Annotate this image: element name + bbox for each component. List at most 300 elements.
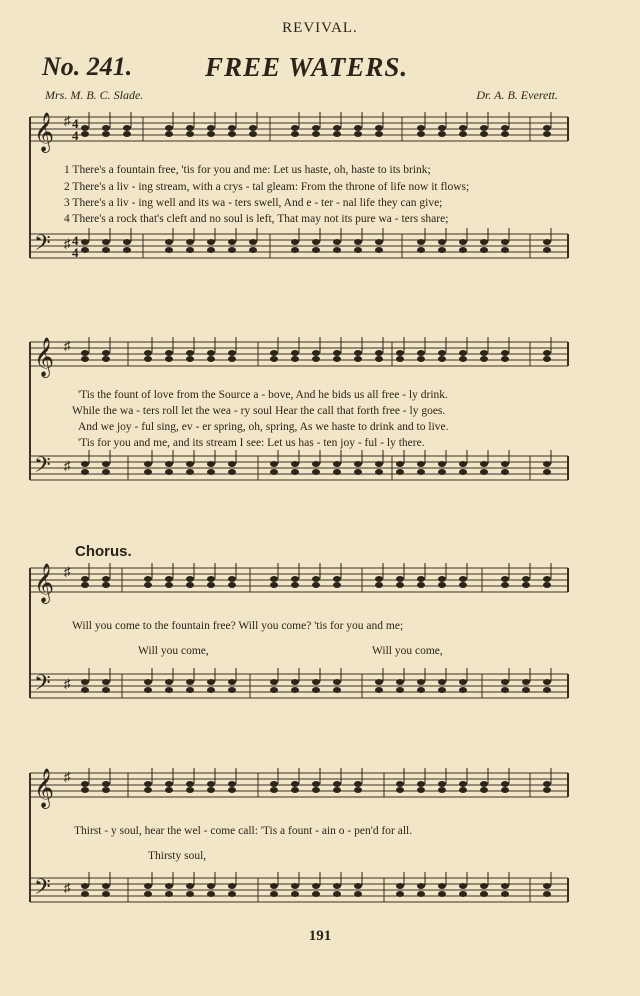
note-head	[333, 687, 341, 693]
note-head	[81, 469, 89, 475]
note-head	[81, 883, 89, 889]
treble-clef-icon: 𝄞	[34, 337, 55, 377]
note-head	[102, 350, 110, 356]
note-head	[417, 350, 425, 356]
note-head	[333, 582, 341, 588]
note-head	[102, 356, 110, 362]
note-head	[354, 350, 362, 356]
note-head	[249, 125, 257, 131]
note-head	[375, 582, 383, 588]
note-head	[354, 891, 362, 897]
note-head	[354, 356, 362, 362]
note-head	[123, 131, 131, 137]
note-head	[81, 356, 89, 362]
note-head	[312, 131, 320, 137]
note-head	[480, 131, 488, 137]
note-head	[144, 891, 152, 897]
note-head	[165, 679, 173, 685]
bass-clef-icon: 𝄢	[34, 875, 51, 905]
note-head	[291, 356, 299, 362]
note-head	[396, 469, 404, 475]
note-head	[291, 687, 299, 693]
note-head	[333, 883, 341, 889]
note-head	[543, 125, 551, 131]
note-head	[417, 679, 425, 685]
note-head	[102, 781, 110, 787]
note-head	[417, 461, 425, 467]
note-head	[81, 461, 89, 467]
note-head	[186, 239, 194, 245]
note-head	[543, 356, 551, 362]
note-head	[102, 131, 110, 137]
time-signature: 4	[72, 128, 79, 143]
bass-clef-icon: 𝄢	[34, 453, 51, 483]
note-head	[249, 247, 257, 253]
note-head	[207, 239, 215, 245]
note-head	[480, 461, 488, 467]
note-head	[354, 131, 362, 137]
note-head	[417, 891, 425, 897]
note-head	[459, 787, 467, 793]
note-head	[270, 891, 278, 897]
note-head	[501, 247, 509, 253]
note-head	[291, 125, 299, 131]
note-head	[186, 356, 194, 362]
note-head	[186, 883, 194, 889]
note-head	[228, 891, 236, 897]
note-head	[501, 891, 509, 897]
note-head	[417, 239, 425, 245]
note-head	[501, 350, 509, 356]
note-head	[543, 891, 551, 897]
note-head	[291, 461, 299, 467]
note-head	[228, 125, 236, 131]
bass-cue: Thirsty soul,	[148, 850, 207, 862]
note-head	[459, 125, 467, 131]
note-head	[543, 781, 551, 787]
note-head	[438, 469, 446, 475]
note-head	[333, 469, 341, 475]
note-head	[459, 461, 467, 467]
note-head	[228, 582, 236, 588]
note-head	[102, 125, 110, 131]
note-head	[333, 461, 341, 467]
note-head	[522, 576, 530, 582]
note-head	[144, 576, 152, 582]
note-head	[144, 679, 152, 685]
note-head	[375, 239, 383, 245]
note-head	[459, 239, 467, 245]
note-head	[438, 576, 446, 582]
note-head	[501, 582, 509, 588]
note-head	[501, 781, 509, 787]
note-head	[417, 469, 425, 475]
note-head	[102, 679, 110, 685]
verse-line: 'Tis for you and me, and its stream I see: Let us has - ten joy - ful - ly there.	[78, 437, 425, 449]
note-head	[312, 239, 320, 245]
note-head	[207, 679, 215, 685]
note-head	[291, 787, 299, 793]
note-head	[543, 687, 551, 693]
note-head	[438, 891, 446, 897]
note-head	[81, 679, 89, 685]
note-head	[501, 131, 509, 137]
note-head	[207, 125, 215, 131]
note-head	[291, 891, 299, 897]
note-head	[417, 883, 425, 889]
note-head	[375, 350, 383, 356]
note-head	[81, 891, 89, 897]
note-head	[501, 239, 509, 245]
note-head	[207, 883, 215, 889]
note-head	[396, 781, 404, 787]
note-head	[543, 469, 551, 475]
note-head	[312, 350, 320, 356]
note-head	[123, 125, 131, 131]
note-head	[459, 891, 467, 897]
note-head	[165, 131, 173, 137]
note-head	[543, 883, 551, 889]
note-head	[480, 125, 488, 131]
note-head	[270, 356, 278, 362]
note-head	[81, 582, 89, 588]
note-head	[207, 787, 215, 793]
note-head	[543, 576, 551, 582]
note-head	[186, 576, 194, 582]
note-head	[501, 125, 509, 131]
note-head	[228, 687, 236, 693]
note-head	[543, 582, 551, 588]
note-head	[123, 239, 131, 245]
note-head	[186, 891, 194, 897]
note-head	[165, 461, 173, 467]
sharp-icon: ♯	[64, 458, 71, 473]
note-head	[270, 582, 278, 588]
note-head	[501, 576, 509, 582]
note-head	[480, 239, 488, 245]
note-head	[522, 679, 530, 685]
note-head	[543, 131, 551, 137]
note-head	[312, 891, 320, 897]
note-head	[144, 469, 152, 475]
note-head	[459, 576, 467, 582]
note-head	[354, 469, 362, 475]
note-head	[333, 125, 341, 131]
note-head	[270, 679, 278, 685]
note-head	[291, 131, 299, 137]
chorus-lyric-line: Will you come to the fountain free? Will you come? 'tis for you and me;	[72, 620, 404, 632]
note-head	[459, 356, 467, 362]
note-head	[186, 461, 194, 467]
note-head	[438, 356, 446, 362]
note-head	[81, 247, 89, 253]
note-head	[291, 582, 299, 588]
note-head	[438, 582, 446, 588]
note-head	[459, 247, 467, 253]
note-head	[186, 787, 194, 793]
note-head	[228, 247, 236, 253]
note-head	[270, 883, 278, 889]
note-head	[480, 356, 488, 362]
note-head	[207, 469, 215, 475]
sharp-icon: ♯	[64, 880, 71, 895]
time-signature: 4	[72, 233, 79, 248]
note-head	[228, 883, 236, 889]
note-head	[165, 247, 173, 253]
note-head	[291, 239, 299, 245]
note-head	[207, 350, 215, 356]
note-head	[375, 461, 383, 467]
note-head	[144, 582, 152, 588]
note-head	[291, 781, 299, 787]
chorus-lyric-line: Thirst - y soul, hear the wel - come call: 'Tis a fount - ain o - pen'd for all.	[74, 825, 413, 837]
note-head	[186, 469, 194, 475]
note-head	[144, 883, 152, 889]
note-head	[375, 247, 383, 253]
composer-credit: Dr. A. B. Everett.	[476, 88, 558, 102]
note-head	[102, 883, 110, 889]
note-head	[165, 125, 173, 131]
note-head	[165, 582, 173, 588]
note-head	[438, 461, 446, 467]
note-head	[81, 787, 89, 793]
note-head	[396, 582, 404, 588]
note-head	[291, 247, 299, 253]
note-head	[417, 247, 425, 253]
note-head	[312, 247, 320, 253]
note-head	[438, 131, 446, 137]
note-head	[144, 781, 152, 787]
note-head	[165, 891, 173, 897]
note-head	[102, 787, 110, 793]
note-head	[396, 679, 404, 685]
time-signature: 4	[72, 245, 79, 260]
note-head	[333, 131, 341, 137]
note-head	[396, 787, 404, 793]
note-head	[396, 350, 404, 356]
note-head	[354, 125, 362, 131]
time-signature: 4	[72, 116, 79, 131]
note-head	[102, 461, 110, 467]
verse-line: 3 There's a liv - ing well and its wa - ters swell, And e - ter - nal life they can give;	[64, 197, 443, 209]
note-head	[438, 883, 446, 889]
note-head	[270, 469, 278, 475]
note-head	[459, 582, 467, 588]
treble-clef-icon: 𝄞	[34, 112, 55, 152]
note-head	[480, 469, 488, 475]
note-head	[354, 781, 362, 787]
note-head	[207, 247, 215, 253]
note-head	[396, 687, 404, 693]
note-head	[207, 131, 215, 137]
note-head	[501, 787, 509, 793]
note-head	[312, 787, 320, 793]
note-head	[81, 350, 89, 356]
note-head	[501, 461, 509, 467]
sharp-icon: ♯	[64, 113, 71, 128]
note-head	[417, 582, 425, 588]
note-head	[102, 239, 110, 245]
note-head	[81, 687, 89, 693]
note-head	[375, 576, 383, 582]
note-head	[438, 687, 446, 693]
note-head	[480, 883, 488, 889]
note-head	[144, 350, 152, 356]
lyricist-credit: Mrs. M. B. C. Slade.	[45, 88, 144, 102]
note-head	[543, 350, 551, 356]
note-head	[270, 687, 278, 693]
note-head	[102, 469, 110, 475]
note-head	[81, 781, 89, 787]
note-head	[312, 883, 320, 889]
note-head	[228, 679, 236, 685]
note-head	[438, 679, 446, 685]
note-head	[228, 356, 236, 362]
note-head	[480, 247, 488, 253]
note-head	[207, 687, 215, 693]
note-head	[165, 883, 173, 889]
sharp-icon: ♯	[64, 236, 71, 251]
note-head	[165, 576, 173, 582]
note-head	[165, 787, 173, 793]
note-head	[165, 356, 173, 362]
note-head	[312, 469, 320, 475]
note-head	[270, 576, 278, 582]
page-number: 191	[308, 928, 332, 944]
hymn-title: FREE WATERS.	[205, 52, 409, 82]
note-head	[396, 891, 404, 897]
note-head	[417, 787, 425, 793]
note-head	[165, 687, 173, 693]
note-head	[501, 469, 509, 475]
note-head	[123, 247, 131, 253]
note-head	[165, 781, 173, 787]
note-head	[333, 891, 341, 897]
sharp-icon: ♯	[64, 338, 71, 353]
note-head	[228, 131, 236, 137]
note-head	[417, 131, 425, 137]
note-head	[228, 239, 236, 245]
verse-line: 1 There's a fountain free, 'tis for you and me: Let us haste, oh, haste to its brink;	[64, 164, 431, 176]
note-head	[522, 582, 530, 588]
note-head	[522, 687, 530, 693]
note-head	[102, 247, 110, 253]
note-head	[312, 461, 320, 467]
note-head	[459, 687, 467, 693]
note-head	[438, 787, 446, 793]
note-head	[354, 461, 362, 467]
note-head	[417, 125, 425, 131]
note-head	[543, 461, 551, 467]
note-head	[207, 461, 215, 467]
note-head	[291, 469, 299, 475]
note-head	[207, 356, 215, 362]
note-head	[396, 356, 404, 362]
note-head	[165, 350, 173, 356]
note-head	[312, 125, 320, 131]
note-head	[417, 781, 425, 787]
note-head	[312, 679, 320, 685]
note-head	[165, 469, 173, 475]
verse-line: And we joy - ful sing, ev - er spring, oh, spring, As we haste to drink and to live.	[78, 421, 449, 433]
note-head	[165, 239, 173, 245]
verse-line: 'Tis the fount of love from the Source a - bove, And he bids us all free - ly drink.	[78, 389, 448, 401]
note-head	[186, 687, 194, 693]
note-head	[312, 576, 320, 582]
note-head	[102, 687, 110, 693]
note-head	[501, 687, 509, 693]
running-head: REVIVAL.	[282, 20, 358, 36]
note-head	[375, 469, 383, 475]
note-head	[291, 576, 299, 582]
note-head	[207, 891, 215, 897]
note-head	[501, 356, 509, 362]
note-head	[207, 576, 215, 582]
note-head	[459, 781, 467, 787]
note-head	[375, 125, 383, 131]
bass-cue: Will you come,	[372, 645, 443, 657]
note-head	[186, 781, 194, 787]
note-head	[249, 131, 257, 137]
note-head	[81, 131, 89, 137]
note-head	[438, 125, 446, 131]
chorus-label: Chorus.	[75, 543, 132, 560]
note-head	[144, 356, 152, 362]
treble-clef-icon: 𝄞	[34, 768, 55, 808]
note-head	[228, 469, 236, 475]
bass-clef-icon: 𝄢	[34, 671, 51, 701]
treble-clef-icon: 𝄞	[34, 563, 55, 603]
note-head	[396, 576, 404, 582]
note-head	[186, 247, 194, 253]
note-head	[228, 350, 236, 356]
sharp-icon: ♯	[64, 676, 71, 691]
note-head	[480, 891, 488, 897]
note-head	[333, 781, 341, 787]
note-head	[375, 687, 383, 693]
note-head	[459, 883, 467, 889]
note-head	[501, 883, 509, 889]
note-head	[543, 787, 551, 793]
note-head	[270, 461, 278, 467]
note-head	[438, 350, 446, 356]
note-head	[228, 461, 236, 467]
note-head	[186, 582, 194, 588]
note-head	[291, 679, 299, 685]
note-head	[333, 679, 341, 685]
note-head	[81, 239, 89, 245]
note-head	[270, 350, 278, 356]
note-head	[207, 781, 215, 787]
note-head	[375, 131, 383, 137]
note-head	[102, 891, 110, 897]
note-head	[228, 787, 236, 793]
note-head	[417, 687, 425, 693]
note-head	[333, 356, 341, 362]
note-head	[186, 125, 194, 131]
note-head	[249, 239, 257, 245]
note-head	[501, 679, 509, 685]
note-head	[480, 350, 488, 356]
note-head	[270, 781, 278, 787]
note-head	[417, 576, 425, 582]
note-head	[102, 576, 110, 582]
bass-clef-icon: 𝄢	[34, 231, 51, 261]
note-head	[459, 350, 467, 356]
note-head	[438, 239, 446, 245]
note-head	[438, 247, 446, 253]
note-head	[375, 679, 383, 685]
